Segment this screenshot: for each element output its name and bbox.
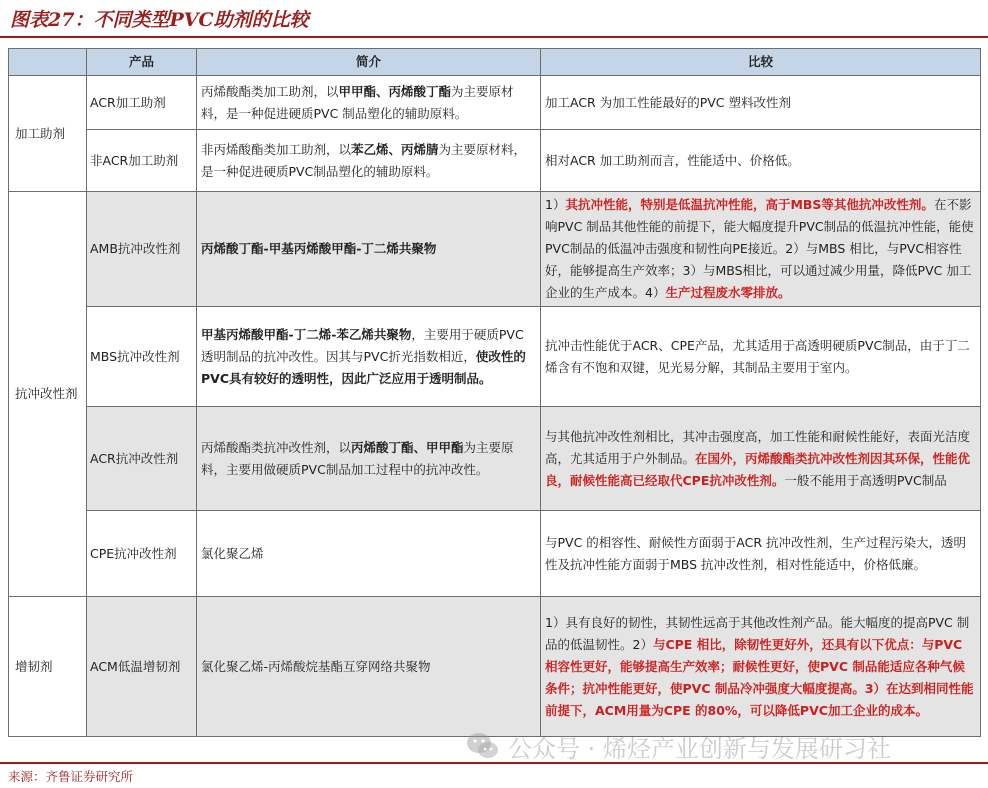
- compare-cell: [541, 192, 981, 307]
- product-cell: CPE抗冲改性剂: [87, 511, 197, 597]
- header-compare: 比较: [541, 49, 981, 76]
- compare-cell: [541, 76, 981, 130]
- text-run: ，主要用于硬质PVC透明制品的抗冲改性。因其与PVC折光指数相近，: [201, 326, 524, 364]
- text-run: 与PVC 的相容性、耐候性方面弱于ACR 抗冲改性剂，生产过程污染大，透明性及抗冲性能方面弱于MBS 抗冲改性剂，相对性能适中，价格低廉。: [545, 534, 967, 572]
- text-run: 丙烯酸酯类抗冲改性剂，以: [201, 439, 352, 455]
- text-run: 丙烯酸丁酯-甲基丙烯酸甲酯-丁二烯共聚物: [201, 241, 437, 256]
- header-category: [9, 49, 87, 76]
- watermark: [466, 728, 891, 764]
- table-row: [9, 597, 981, 737]
- intro-cell: [197, 130, 541, 192]
- text-run: 抗冲击性能优于ACR、CPE产品，尤其适用于高透明硬质PVC制品，由于丁二烯含有不饱和双键，见光易分解，其制品主要用于室内。: [545, 337, 970, 375]
- header-product: 产品: [87, 49, 197, 76]
- text-run: 1）具有良好的韧性，其韧性远高于其他改性剂产品。能大幅度的提高PVC 制品的低温韧性。2）: [545, 614, 970, 652]
- intro-cell: [197, 307, 541, 407]
- text-run: 生产过程废水零排放。: [665, 285, 791, 300]
- source-note: 来源：齐鲁证券研究所: [8, 769, 134, 784]
- text-run: 非丙烯酸酯类加工助剂，以: [201, 141, 352, 157]
- footer-divider: [0, 762, 988, 764]
- text-run: 甲基丙烯酸甲酯-丁二烯-苯乙烯共聚物: [201, 326, 412, 342]
- text-run: 其抗冲性能，特别是低温抗冲性能，高于MBS等其他抗冲改性剂。: [565, 197, 934, 212]
- compare-cell: [541, 511, 981, 597]
- product-cell: ACR加工助剂: [87, 76, 197, 130]
- text-run: 在不影响PVC 制品其他性能的前提下，能大幅度提升PVC制品的低温抗冲性能，能使PVC制品的低温冲击强度和韧性向PE接近。2）与MBS 相比，与PVC相容性好，能够提高生产效率；3）与MBS相比，可以通过减少用量，降低PVC 加工企业的生产成本。4）: [545, 197, 974, 300]
- text-run: 苯乙烯、丙烯腈: [351, 141, 439, 157]
- product-cell: 非ACR加工助剂: [87, 130, 197, 192]
- text-run: 相对ACR 加工助剂而言，性能适中、价格低。: [545, 152, 800, 168]
- compare-cell: [541, 130, 981, 192]
- intro-cell: [197, 597, 541, 737]
- title-divider: [0, 36, 988, 38]
- compare-cell: [541, 597, 981, 737]
- product-cell: AMB抗冲改性剂: [87, 192, 197, 307]
- table-row: [9, 407, 981, 511]
- product-cell: ACR抗冲改性剂: [87, 407, 197, 511]
- product-cell: MBS抗冲改性剂: [87, 307, 197, 407]
- figure-title: 图表27：不同类型PVC助剂的比较: [10, 9, 309, 31]
- text-run: 为主要原材料，是一种促进硬质PVC 制品塑化的辅助原料。: [201, 83, 514, 121]
- category-toughening: 增韧剂: [9, 597, 87, 737]
- table-row: [9, 307, 981, 407]
- intro-cell: [197, 511, 541, 597]
- compare-cell: [541, 407, 981, 511]
- text-run: 在国外，丙烯酸酯类抗冲改性剂因其环保，性能优良，耐候性能高已经取代CPE抗冲改性剂。: [545, 450, 971, 488]
- intro-cell: [197, 76, 541, 130]
- watermark-text: 公众号 · 烯烃产业创新与发展研习社: [508, 734, 891, 763]
- text-run: 丙烯酸酯类加工助剂，以: [201, 83, 339, 99]
- text-run: 为主要原材料，是一种促进硬质PVC制品塑化的辅助原料。: [201, 141, 527, 179]
- text-run: 为主要原料，主要用做硬质PVC制品加工过程中的抗冲改性。: [201, 439, 514, 477]
- compare-cell: [541, 307, 981, 407]
- category-impact: 抗冲改性剂: [9, 192, 87, 597]
- text-run: 丙烯酸丁酯、甲甲酯: [351, 439, 464, 455]
- text-run: 与其他抗冲改性剂相比，其冲击强度高，加工性能和耐候性能好，表面光洁度高，尤其适用于户外制品。: [545, 428, 971, 466]
- table-row: [9, 511, 981, 597]
- category-processing: 加工助剂: [9, 76, 87, 192]
- text-run: 一般不能用于高透明PVC制品: [784, 472, 947, 488]
- text-run: 与CPE 相比，除韧性更好外，还具有以下优点：与PVC 相容性更好，能够提高生产效率；耐候性更好，使PVC 制品能适应各种气候条件；抗冲性能更好，使PVC 制品冷冲强度大幅度提高。3）在达到相同性能前提下，ACM用量为CPE 的80%，可以降低PVC加工企业的成本。: [545, 636, 974, 718]
- text-run: 氯化聚乙烯-丙烯酸烷基酯互穿网络共聚物: [201, 658, 431, 674]
- header-intro: 简介: [197, 49, 541, 76]
- comparison-table: [8, 48, 981, 737]
- text-run: 使改性的PVC具有较好的透明性，因此广泛应用于透明制品。: [201, 348, 526, 386]
- wechat-icon: [466, 731, 500, 761]
- intro-cell: [197, 192, 541, 307]
- header-row: [9, 49, 981, 76]
- text-run: 1）: [545, 197, 566, 212]
- table-row: [9, 192, 981, 307]
- product-cell: ACM低温增韧剂: [87, 597, 197, 737]
- table-row: [9, 76, 981, 130]
- text-run: 加工ACR 为加工性能最好的PVC 塑料改性剂: [545, 94, 792, 110]
- intro-cell: [197, 407, 541, 511]
- table-row: [9, 130, 981, 192]
- text-run: 甲甲酯、丙烯酸丁酯: [338, 83, 452, 99]
- text-run: 氯化聚乙烯: [201, 545, 264, 561]
